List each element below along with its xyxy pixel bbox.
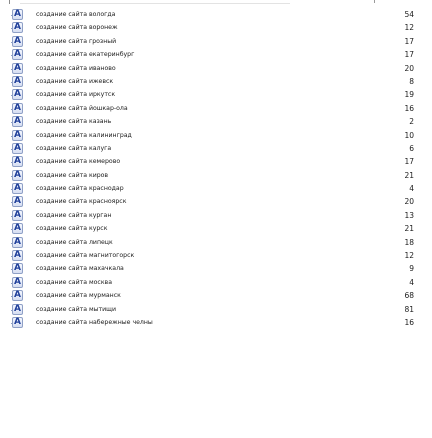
keyword-icon: A: [12, 183, 23, 194]
keyword-count: 20: [404, 63, 414, 73]
keyword-icon: A: [12, 170, 23, 181]
keyword-text: создание сайта махачкала: [36, 265, 124, 273]
keyword-count: 16: [404, 103, 414, 113]
list-item[interactable]: [0, 130, 432, 143]
keyword-icon: A: [12, 277, 23, 288]
keyword-icon: A: [12, 317, 23, 328]
list-item[interactable]: [0, 89, 432, 102]
list-item[interactable]: [0, 143, 432, 156]
keyword-text: создание сайта грозный: [36, 37, 117, 45]
list-item[interactable]: [0, 250, 432, 263]
list-item[interactable]: [0, 36, 432, 49]
list-item[interactable]: [0, 76, 432, 89]
keyword-icon: A: [12, 237, 23, 248]
keyword-icon: A: [12, 89, 23, 100]
keyword-count: 68: [404, 291, 414, 301]
keyword-icon: A: [12, 63, 23, 74]
keyword-count: 17: [404, 50, 414, 60]
keyword-count: 9: [409, 264, 414, 274]
keyword-text: создание сайта красноярск: [36, 198, 127, 206]
keyword-count: 4: [409, 184, 414, 194]
keyword-count: 4: [409, 277, 414, 287]
keyword-icon: A: [12, 290, 23, 301]
keyword-count: 21: [404, 170, 414, 180]
keyword-count: 17: [404, 157, 414, 167]
keyword-count: 10: [404, 130, 414, 140]
list-item[interactable]: [0, 9, 432, 22]
list-item[interactable]: [0, 317, 432, 330]
keyword-count: 20: [404, 197, 414, 207]
list-item[interactable]: [0, 290, 432, 303]
list-item[interactable]: [0, 196, 432, 209]
keyword-icon: A: [12, 76, 23, 87]
keyword-text: создание сайта мурманск: [36, 292, 121, 300]
keyword-text: создание сайта иваново: [36, 64, 116, 72]
keyword-count: 19: [404, 90, 414, 100]
keyword-text: создание сайта калуга: [36, 144, 112, 152]
list-item[interactable]: [0, 22, 432, 35]
keyword-count: 18: [404, 237, 414, 247]
keyword-icon: A: [12, 143, 23, 154]
keyword-icon: A: [12, 116, 23, 127]
keyword-count: 8: [409, 76, 414, 86]
keyword-count: 2: [409, 117, 414, 127]
keyword-text: создание сайта вологда: [36, 11, 116, 18]
keyword-icon: A: [12, 210, 23, 221]
list-item[interactable]: [0, 223, 432, 236]
list-item[interactable]: [0, 103, 432, 116]
keyword-icon: A: [12, 263, 23, 274]
keyword-text: создание сайта мытищи: [36, 305, 116, 313]
keyword-icon: A: [12, 49, 23, 60]
list-item[interactable]: [0, 183, 432, 196]
keyword-text: создание сайта краснодар: [36, 185, 124, 193]
list-item[interactable]: [0, 170, 432, 183]
keyword-text: создание сайта липецк: [36, 238, 113, 246]
keyword-text: создание сайта калининград: [36, 131, 132, 139]
keyword-text: создание сайта екатеринбург: [36, 51, 135, 59]
keyword-count: 12: [404, 23, 414, 33]
keyword-count: 21: [404, 224, 414, 234]
keyword-text: создание сайта воронеж: [36, 24, 118, 32]
keyword-count: 17: [404, 36, 414, 46]
list-item[interactable]: [0, 116, 432, 129]
list-item[interactable]: [0, 277, 432, 290]
keyword-icon: A: [12, 36, 23, 47]
column-separator[interactable]: [374, 0, 375, 3]
keyword-icon: A: [12, 130, 23, 141]
keyword-rows: [0, 9, 432, 330]
top-divider: [20, 3, 290, 4]
keyword-count: 6: [409, 143, 414, 153]
keyword-count: 16: [404, 317, 414, 327]
keyword-icon: A: [12, 22, 23, 33]
keyword-count: 54: [404, 10, 414, 19]
keyword-text: создание сайта казань: [36, 118, 112, 126]
keyword-text: создание сайта йошкар-ола: [36, 104, 128, 112]
keyword-icon: A: [12, 250, 23, 261]
list-item[interactable]: [0, 49, 432, 62]
keyword-icon: A: [12, 223, 23, 234]
column-gripper[interactable]: [9, 0, 10, 4]
keyword-text: создание сайта курган: [36, 211, 112, 219]
keyword-icon: A: [12, 304, 23, 315]
keyword-icon: A: [12, 196, 23, 207]
keyword-count: 13: [404, 210, 414, 220]
keyword-icon: A: [12, 103, 23, 114]
list-item[interactable]: [0, 210, 432, 223]
list-item[interactable]: [0, 237, 432, 250]
list-item[interactable]: [0, 63, 432, 76]
keyword-icon: A: [12, 156, 23, 167]
keyword-text: создание сайта ижевск: [36, 77, 114, 85]
list-item[interactable]: [0, 304, 432, 317]
keyword-text: создание сайта иркутск: [36, 91, 116, 99]
keyword-count: 12: [404, 251, 414, 261]
list-item[interactable]: [0, 156, 432, 169]
keyword-count: 81: [404, 304, 414, 314]
keyword-text: создание сайта курск: [36, 225, 108, 233]
keyword-icon: A: [12, 9, 23, 20]
keyword-text: создание сайта кемерово: [36, 158, 121, 166]
keyword-text: создание сайта магнитогорск: [36, 252, 135, 260]
keyword-text: создание сайта набережные челны: [36, 318, 153, 326]
keyword-text: создание сайта киров: [36, 171, 109, 179]
keyword-text: создание сайта москва: [36, 278, 112, 286]
list-item[interactable]: [0, 263, 432, 276]
